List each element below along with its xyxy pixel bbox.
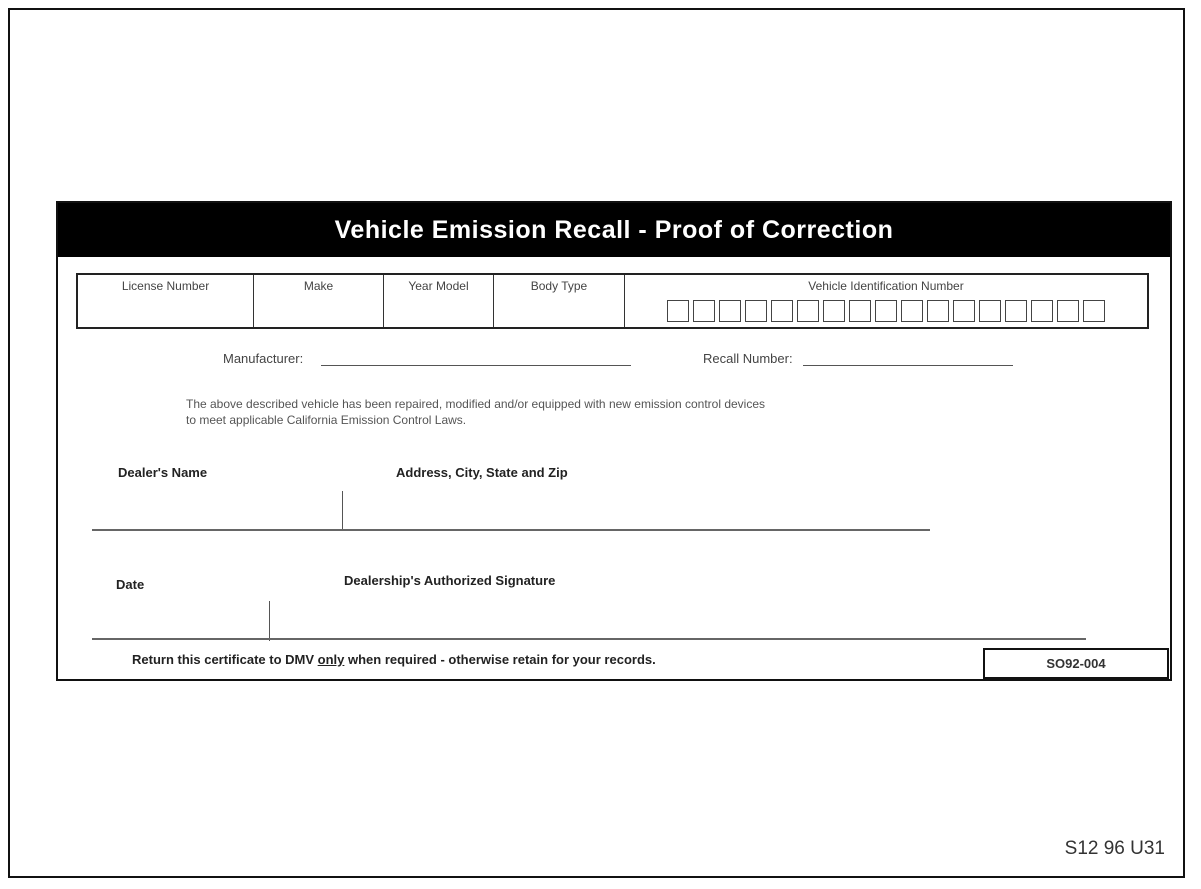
year-model-label: Year Model	[408, 279, 469, 293]
page-frame	[8, 8, 1185, 878]
vin-char-box	[771, 300, 793, 322]
vin-char-box	[719, 300, 741, 322]
vehicle-info-table	[76, 273, 1149, 329]
license-number-label: License Number	[121, 279, 210, 293]
vin-boxes	[625, 300, 1147, 322]
make-label: Make	[303, 279, 334, 293]
vin-char-box	[927, 300, 949, 322]
manufacturer-line	[321, 365, 631, 366]
vin-cell	[625, 275, 1147, 327]
vin-char-box	[745, 300, 767, 322]
footer-text-before: Return this certificate to DMV	[132, 652, 318, 667]
body-type-cell	[494, 275, 625, 327]
vin-char-box	[875, 300, 897, 322]
vin-char-box	[979, 300, 1001, 322]
vin-char-box	[1031, 300, 1053, 322]
document-id: S12 96 U31	[1064, 838, 1165, 859]
date-field-divider	[269, 601, 270, 641]
vin-char-box	[823, 300, 845, 322]
statement-line-2: to meet applicable California Emission Control Laws.	[186, 413, 467, 427]
vin-char-box	[953, 300, 975, 322]
form-code: SO92-004	[1046, 656, 1106, 671]
body-type-label: Body Type	[530, 279, 588, 293]
footer-text-emphasis: only	[317, 652, 345, 667]
form-code-box	[983, 648, 1169, 679]
address-label: Address, City, State and Zip	[396, 465, 568, 480]
vin-char-box	[849, 300, 871, 322]
dealer-name-label: Dealer's Name	[118, 465, 208, 480]
recall-certificate	[56, 201, 1172, 681]
dealer-address-line	[92, 529, 930, 531]
statement-line-1: The above described vehicle has been repaired, modified and/or equipped with new emission control devices	[186, 397, 766, 411]
vin-char-box	[1083, 300, 1105, 322]
vin-char-box	[667, 300, 689, 322]
signature-label: Dealership's Authorized Signature	[344, 573, 556, 588]
vin-char-box	[797, 300, 819, 322]
dealer-field-divider	[342, 491, 343, 531]
vin-char-box	[693, 300, 715, 322]
make-cell	[254, 275, 384, 327]
vin-char-box	[901, 300, 923, 322]
vin-label: Vehicle Identification Number	[808, 279, 964, 293]
footer-instructions	[132, 652, 656, 667]
footer-text-after: when required - otherwise retain for your records.	[344, 652, 656, 667]
date-label: Date	[116, 577, 145, 592]
certificate-title: Vehicle Emission Recall - Proof of Correction	[58, 203, 1170, 257]
statement-paragraph	[186, 396, 1056, 428]
year-model-cell	[384, 275, 494, 327]
recall-number-label: Recall Number:	[703, 351, 793, 366]
date-signature-line	[92, 638, 1086, 640]
vin-char-box	[1057, 300, 1079, 322]
manufacturer-label: Manufacturer:	[223, 351, 304, 366]
license-number-cell	[78, 275, 254, 327]
recall-number-line	[803, 365, 1013, 366]
vin-char-box	[1005, 300, 1027, 322]
